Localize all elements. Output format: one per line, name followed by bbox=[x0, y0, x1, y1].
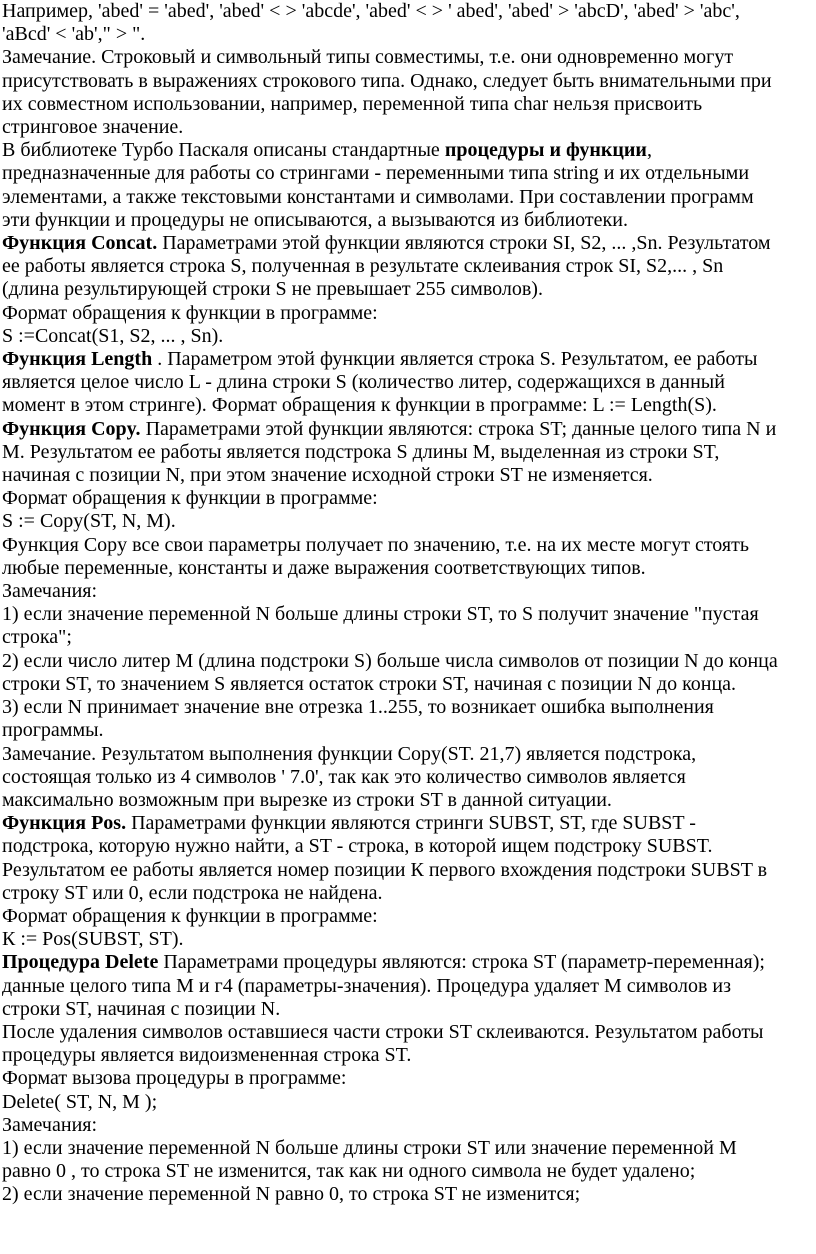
text-run: Результатом ее работы является номер позиции К первого вхождения подстроки SUBST в bbox=[2, 858, 768, 881]
text-run: (длина результирующей строки S не превышает 255 символов). bbox=[2, 278, 543, 301]
text-line bbox=[2, 835, 810, 858]
text-line bbox=[2, 418, 810, 441]
text-run: Параметрами этой функции являются: строка ST; данные целого типа N и bbox=[140, 417, 777, 440]
text-run: любые переменные, константы и даже выражения соответствующих типов. bbox=[2, 556, 646, 579]
bold-term: Функция Copy. bbox=[2, 417, 141, 440]
text-run: является целое число L - длина строки S (количество литер, содержащихся в данный bbox=[2, 371, 725, 394]
text-run: 3) если N принимает значение вне отрезка 1..255, то возникает ошибка выполнения bbox=[2, 696, 714, 719]
text-run: Функция Copy все свои параметры получает по значению, т.е. на их месте могут стоять bbox=[2, 533, 749, 556]
text-run: ее работы является строка S, полученная в результате склеивания строк SI, S2,... , Sn bbox=[2, 255, 724, 278]
text-line bbox=[2, 1114, 810, 1137]
text-run: . Параметром этой функции является строка S. Результатом, ее работы bbox=[152, 348, 758, 371]
text-line bbox=[2, 603, 810, 626]
text-line bbox=[2, 766, 810, 789]
text-line bbox=[2, 46, 810, 69]
text-line bbox=[2, 441, 810, 464]
bold-term: Процедура Delete bbox=[2, 951, 159, 974]
text-line bbox=[2, 1160, 810, 1183]
text-line bbox=[2, 557, 810, 580]
text-run: 1) если значение переменной N больше длины строки ST, то S получит значение "пустая bbox=[2, 603, 759, 626]
text-line bbox=[2, 139, 810, 162]
text-run: 2) если число литер М (длина подстроки S) больше числа символов от позиции N до конца bbox=[2, 649, 778, 672]
text-run: Формат обращения к функции в программе: bbox=[2, 487, 378, 510]
text-run: 2) если значение переменной N равно 0, то строка ST не изменится; bbox=[2, 1183, 581, 1206]
text-run: Параметрами этой функции являются строки SI, S2, ... ,Sn. Результатом bbox=[157, 232, 771, 255]
text-run: максимально возможным при вырезке из строки ST в данной ситуации. bbox=[2, 788, 612, 811]
text-run: Например, 'abed' = 'abed', 'abed' < > 'abcde', 'abed' < > ' abed', 'abed' > 'abcD', 'abed' > 'abc', bbox=[2, 0, 740, 22]
text-line bbox=[2, 859, 810, 882]
text-line bbox=[2, 1183, 810, 1206]
text-line bbox=[2, 743, 810, 766]
text-line bbox=[2, 510, 810, 533]
text-run: 'aBcd' < 'ab'," > ". bbox=[2, 23, 146, 46]
text-line bbox=[2, 70, 810, 93]
text-run: начиная с позиции N, при этом значение исходной строки ST не изменяется. bbox=[2, 464, 653, 487]
text-run: К := Pos(SUBST, ST). bbox=[2, 928, 184, 951]
text-run: Параметрами процедуры являются: строка ST (параметр-переменная); bbox=[158, 951, 765, 974]
text-run: Параметрами функции являются стринги SUBST, ST, где SUBST - bbox=[126, 812, 696, 835]
text-run: , bbox=[646, 139, 652, 162]
text-line bbox=[2, 325, 810, 348]
text-line bbox=[2, 580, 810, 603]
text-run: Замечание. Результатом выполнения функции Copy(ST. 21,7) является подстрока, bbox=[2, 742, 697, 765]
text-line bbox=[2, 1021, 810, 1044]
text-line bbox=[2, 116, 810, 139]
text-run: В библиотеке Турбо Паскаля описаны стандартные bbox=[2, 139, 445, 162]
text-line bbox=[2, 464, 810, 487]
text-line bbox=[2, 278, 810, 301]
text-run: После удаления символов оставшиеся части строки ST склеиваются. Результатом работы bbox=[2, 1020, 764, 1043]
text-run: строку ST или 0, если подстрока не найдена. bbox=[2, 881, 383, 904]
text-run: предназначенные для работы со стрингами - переменными типа string и их отдельными bbox=[2, 162, 750, 185]
text-run: Формат вызова процедуры в программе: bbox=[2, 1067, 347, 1090]
text-line bbox=[2, 1137, 810, 1160]
text-line bbox=[2, 1091, 810, 1114]
text-line bbox=[2, 696, 810, 719]
text-line bbox=[2, 302, 810, 325]
text-run: момент в этом стринге). Формат обращения к функции в программе: L := Length(S). bbox=[2, 394, 717, 417]
text-run: подстрока, которую нужно найти, а ST - строка, в которой ищем подстроку SUBST. bbox=[2, 835, 713, 858]
text-line bbox=[2, 626, 810, 649]
text-line bbox=[2, 812, 810, 835]
text-line bbox=[2, 673, 810, 696]
bold-term: Функция Length bbox=[2, 348, 153, 371]
text-line bbox=[2, 348, 810, 371]
text-line bbox=[2, 650, 810, 673]
text-run: Замечание. Строковый и символьный типы совместимы, т.е. они одновременно могут bbox=[2, 46, 734, 69]
text-run: Delete( ST, N, M ); bbox=[2, 1090, 158, 1113]
text-line bbox=[2, 394, 810, 417]
text-line bbox=[2, 23, 810, 46]
text-run: данные целого типа М и г4 (параметры-значения). Процедура удаляет М символов из bbox=[2, 974, 732, 997]
text-line bbox=[2, 951, 810, 974]
text-run: М. Результатом ее работы является подстрока S длины М, выделенная из строки ST, bbox=[2, 440, 720, 463]
text-run: 1) если значение переменной N больше длины строки ST или значение переменной М bbox=[2, 1136, 737, 1159]
text-line bbox=[2, 1044, 810, 1067]
text-line bbox=[2, 93, 810, 116]
text-line bbox=[2, 789, 810, 812]
text-run: элементами, а также текстовыми константами и символами. При составлении программ bbox=[2, 185, 754, 208]
text-line bbox=[2, 487, 810, 510]
text-run: стринговое значение. bbox=[2, 116, 184, 139]
text-run: программы. bbox=[2, 719, 104, 742]
text-run: Формат обращения к функции в программе: bbox=[2, 904, 378, 927]
text-run: присутствовать в выражениях строкового типа. Однако, следует быть внимательными при bbox=[2, 69, 772, 92]
text-run: S :=Concat(S1, S2, ... , Sn). bbox=[2, 324, 224, 347]
text-run: равно 0 , то строка ST не изменится, так как ни одного символа не будет удалено; bbox=[2, 1160, 696, 1183]
bold-term: Функция Concat. bbox=[2, 232, 158, 255]
text-run: эти функции и процедуры не описываются, а вызываются из библиотеки. bbox=[2, 208, 628, 231]
text-run: Замечания: bbox=[2, 1113, 98, 1136]
text-line bbox=[2, 975, 810, 998]
text-run: строки ST, то значением S является остаток строки ST, начиная с позиции N до конца. bbox=[2, 672, 737, 695]
text-line bbox=[2, 0, 810, 23]
text-run: S := Copy(ST, N, M). bbox=[2, 510, 176, 533]
text-run: их совместном использовании, например, переменной типа char нельзя присвоить bbox=[2, 92, 703, 115]
text-line bbox=[2, 371, 810, 394]
bold-term: процедуры и функции bbox=[444, 139, 647, 162]
bold-term: Функция Pos. bbox=[2, 812, 127, 835]
text-run: строка"; bbox=[2, 626, 72, 649]
text-run: Формат обращения к функции в программе: bbox=[2, 301, 378, 324]
text-line bbox=[2, 255, 810, 278]
text-run: Замечания: bbox=[2, 580, 98, 603]
text-line bbox=[2, 232, 810, 255]
text-line bbox=[2, 534, 810, 557]
text-line bbox=[2, 719, 810, 742]
text-line bbox=[2, 928, 810, 951]
text-line bbox=[2, 998, 810, 1021]
text-line bbox=[2, 209, 810, 232]
text-run: процедуры является видоизмененная строка ST. bbox=[2, 1044, 412, 1067]
text-line bbox=[2, 905, 810, 928]
text-line bbox=[2, 882, 810, 905]
text-line bbox=[2, 186, 810, 209]
text-run: состоящая только из 4 символов ' 7.0', так как это количество символов является bbox=[2, 765, 686, 788]
text-line bbox=[2, 162, 810, 185]
text-line bbox=[2, 1067, 810, 1090]
text-run: строки ST, начиная с позиции N. bbox=[2, 997, 281, 1020]
